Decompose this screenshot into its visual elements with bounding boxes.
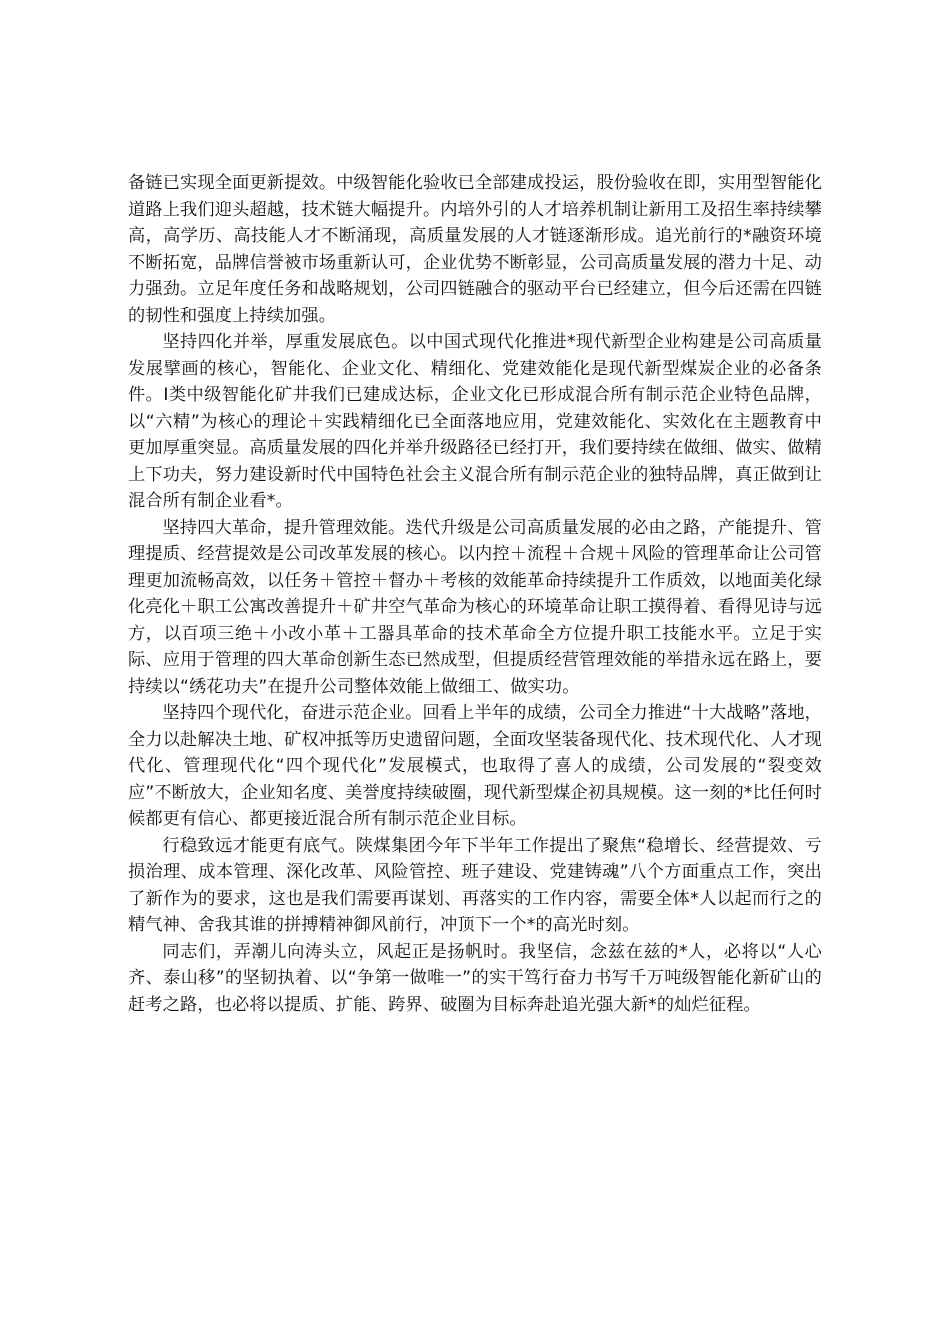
paragraph-4: 坚持四个现代化，奋进示范企业。回看上半年的成绩，公司全力推进“十大战略”落地，全力以赴解决土地、矿权冲抵等历史遗留问题，全面攻坚装备现代化、技术现代化、人才现代化、管理现代化“四个现代化”发展模式，也取得了喜人的成绩，公司发展的“裂变效应”不断放大，企业知名度、美誉度持续破圈，现代新型煤企初具规模。这一刻的*比任何时候都更有信心、都更接近混合所有制示范企业目标。	[128, 703, 822, 829]
paragraph-1: 备链已实现全面更新提效。中级智能化验收已全部建成投运，股份验收在即，实用型智能化道路上我们迎头超越，技术链大幅提升。内培外引的人才培养机制让新用工及招生率持续攀高，高学历、高技能人才不断涌现，高质量发展的人才链逐渐形成。追光前行的*融资环境不断拓宽，品牌信誉被市场重新认可，企业优势不断彰显，公司高质量发展的潜力十足、动力强劲。立足年度任务和战略规划，公司四链融合的驱动平台已经建立，但今后还需在四链的韧性和强度上持续加强。	[128, 173, 822, 326]
paragraph-2: 坚持四化并举，厚重发展底色。以中国式现代化推进*现代新型企业构建是公司高质量发展擘画的核心，智能化、企业文化、精细化、党建效能化是现代新型煤炭企业的必备条件。I类中级智能化矿井我们已建成达标，企业文化已形成混合所有制示范企业特色品牌，以“六精”为核心的理论＋实践精细化已全面落地应用，党建效能化、实效化在主题教育中更加厚重突显。高质量发展的四化并举升级路径已经打开，我们要持续在做细、做实、做精上下功夫，努力建设新时代中国特色社会主义混合所有制示范企业的独特品牌，真正做到让混合所有制企业看*。	[128, 332, 823, 511]
paragraph-6: 同志们，弄潮儿向涛头立，风起正是扬帆时。我坚信，念兹在兹的*人，必将以“人心齐、泰山移”的坚韧执着、以“争第一做唯一”的实干笃行奋力书写千万吨级智能化新矿山的赶考之路，也必将以提质、扩能、跨界、破圈为目标奔赴追光强大新*的灿烂征程。	[128, 941, 822, 1015]
paragraph-3: 坚持四大革命，提升管理效能。迭代升级是公司高质量发展的必由之路，产能提升、管理提质、经营提效是公司改革发展的核心。以内控＋流程＋合规＋风险的管理革命让公司管理更加流畅高效，以任务＋管控＋督办＋考核的效能革命持续提升工作质效，以地面美化绿化亮化＋职工公寓改善提升＋矿井空气革命为核心的环境革命让职工摸得着、看得见诗与远方，以百项三绝＋小改小革＋工器具革命的技术革命全方位提升职工技能水平。立足于实际、应用于管理的四大革命创新生态已然成型，但提质经营管理效能的举措永远在路上，要持续以“绣花功夫”在提升公司整体效能上做细工、做实功。	[128, 517, 822, 697]
paragraph-5: 行稳致远才能更有底气。陕煤集团今年下半年工作提出了聚焦“稳增长、经营提效、亏损治理、成本管理、深化改革、风险管控、班子建设、党建铸魂”八个方面重点工作，突出了新作为的要求，这也是我们需要再谋划、再落实的工作内容，需要全体*人以起而行之的精气神、舍我其谁的拼搏精神御风前行，冲顶下一个*的高光时刻。	[128, 835, 822, 935]
document-body	[128, 170, 822, 1018]
